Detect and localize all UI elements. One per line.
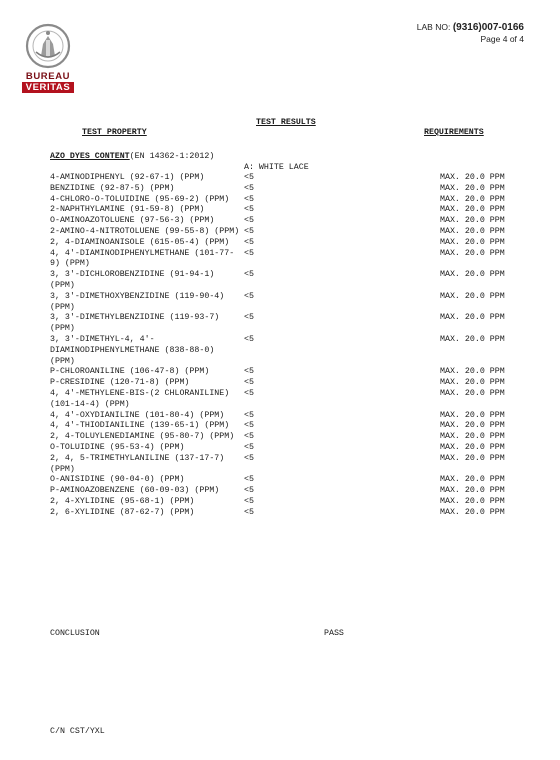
row-result: <5 <box>244 248 254 258</box>
table-row <box>50 378 530 389</box>
logo-word-veritas: VERITAS <box>22 82 74 93</box>
row-requirement: MAX. 20.0 PPM <box>440 475 505 485</box>
table-row <box>50 421 530 432</box>
row-requirement: MAX. 20.0 PPM <box>440 291 505 301</box>
row-result: <5 <box>244 421 254 431</box>
row-requirement: MAX. 20.0 PPM <box>440 270 505 280</box>
row-property: 3, 3'-DIMETHOXYBENZIDINE (119-90-4) (PPM) <box>50 291 225 312</box>
seal-emblem-icon <box>22 22 74 70</box>
table-row <box>50 443 530 454</box>
table-row <box>50 475 530 486</box>
row-result: <5 <box>244 226 254 236</box>
lab-number <box>417 22 524 33</box>
section-heading <box>50 152 214 163</box>
row-result: <5 <box>244 291 254 301</box>
table-row <box>50 238 530 249</box>
table-row <box>50 292 530 314</box>
table-row <box>50 270 530 292</box>
row-property: O-TOLUIDINE (95-53-4) (PPM) <box>50 442 185 452</box>
section-title: AZO DYES CONTENT <box>50 152 130 161</box>
row-requirement: MAX. 20.0 PPM <box>440 205 505 215</box>
conclusion-row <box>50 629 344 640</box>
row-property: 2, 4-TOLUYLENEDIAMINE (95-80-7) (PPM) <box>50 432 235 442</box>
table-row <box>50 205 530 216</box>
table-row <box>50 216 530 227</box>
row-result: <5 <box>244 183 254 193</box>
row-requirement: MAX. 20.0 PPM <box>440 226 505 236</box>
row-property: P-AMINOAZOBENZENE (60-09-03) (PPM) <box>50 486 220 496</box>
row-result: <5 <box>244 237 254 247</box>
row-requirement: MAX. 20.0 PPM <box>440 378 505 388</box>
row-requirement: MAX. 20.0 PPM <box>440 507 505 517</box>
row-result: <5 <box>244 453 254 463</box>
row-result: <5 <box>244 388 254 398</box>
row-result: <5 <box>244 410 254 420</box>
table-row <box>50 227 530 238</box>
row-property: O-AMINOAZOTOLUENE (97-56-3) (PPM) <box>50 216 215 226</box>
table-row <box>50 486 530 497</box>
row-property: 4-CHLORO-O-TOLUIDINE (95-69-2) (PPM) <box>50 194 230 204</box>
row-requirement: MAX. 20.0 PPM <box>440 410 505 420</box>
table-row <box>50 184 530 195</box>
row-requirement: MAX. 20.0 PPM <box>440 421 505 431</box>
conclusion-label: CONCLUSION <box>50 629 100 638</box>
row-result: <5 <box>244 216 254 226</box>
table-row <box>50 249 530 271</box>
row-requirement: MAX. 20.0 PPM <box>440 388 505 398</box>
page-number: Page 4 of 4 <box>480 34 524 44</box>
row-property: P-CHLOROANILINE (106-47-8) (PPM) <box>50 367 210 377</box>
row-result: <5 <box>244 486 254 496</box>
row-requirement: MAX. 20.0 PPM <box>440 453 505 463</box>
row-result: <5 <box>244 205 254 215</box>
row-result: <5 <box>244 496 254 506</box>
table-row <box>50 313 530 335</box>
row-property: 3, 3'-DIMETHYL-4, 4'-DIAMINODIPHENYLMETHANE (838-88-0) (PPM) <box>50 334 215 366</box>
section-method: (EN 14362-1:2012) <box>129 152 215 161</box>
row-property: 2, 4, 5-TRIMETHYLANILINE (137-17-7) (PPM) <box>50 453 225 474</box>
lab-number-label: LAB NO: <box>416 22 451 32</box>
row-property: 2-NAPHTHYLAMINE (91-59-8) (PPM) <box>50 205 205 215</box>
row-property: 2-AMINO-4-NITROTOLUENE (99-55-8) (PPM) <box>50 226 240 236</box>
column-header-property: TEST PROPERTY <box>82 128 147 137</box>
row-result: <5 <box>244 432 254 442</box>
footer-note: C/N CST/YXL <box>50 727 105 736</box>
row-requirement: MAX. 20.0 PPM <box>440 432 505 442</box>
results-table <box>50 173 530 519</box>
row-requirement: MAX. 20.0 PPM <box>440 442 505 452</box>
table-row <box>50 432 530 443</box>
row-property: 4, 4'-THIODIANILINE (139-65-1) (PPM) <box>50 421 230 431</box>
row-requirement: MAX. 20.0 PPM <box>440 486 505 496</box>
lab-number-value: (9316)007-0166 <box>452 22 524 33</box>
conclusion-value: PASS <box>324 629 344 638</box>
row-requirement: MAX. 20.0 PPM <box>440 183 505 193</box>
row-requirement: MAX. 20.0 PPM <box>440 248 505 258</box>
row-requirement: MAX. 20.0 PPM <box>440 496 505 506</box>
logo-word-bureau: BUREAU <box>25 71 71 82</box>
row-requirement: MAX. 20.0 PPM <box>440 237 505 247</box>
row-result: <5 <box>244 194 254 204</box>
row-result: <5 <box>244 173 254 182</box>
row-property: 4, 4'-METHYLENE-BIS-(2 CHLORANILINE) (101-14-4) (PPM) <box>50 388 230 409</box>
row-requirement: MAX. 20.0 PPM <box>440 334 505 344</box>
row-requirement: MAX. 20.0 PPM <box>440 194 505 204</box>
row-requirement: MAX. 20.0 PPM <box>440 216 505 226</box>
bureau-veritas-logo <box>22 22 74 93</box>
row-result: <5 <box>244 270 254 280</box>
table-row <box>50 411 530 422</box>
row-requirement: MAX. 20.0 PPM <box>440 173 505 182</box>
row-property: BENZIDINE (92-87-5) (PPM) <box>50 183 175 193</box>
sample-label: A: WHITE LACE <box>244 163 309 172</box>
table-row <box>50 389 530 411</box>
row-property: 4, 4'-OXYDIANILINE (101-80-4) (PPM) <box>50 410 225 420</box>
row-property: 2, 4-DIAMINOANISOLE (615-05-4) (PPM) <box>50 237 230 247</box>
row-property: 2, 4-XYLIDINE (95-68-1) (PPM) <box>50 496 195 506</box>
report-title: TEST RESULTS <box>256 118 316 127</box>
column-header-requirements: REQUIREMENTS <box>424 128 484 137</box>
row-result: <5 <box>244 367 254 377</box>
row-property: 2, 6-XYLIDINE (87-62-7) (PPM) <box>50 507 195 517</box>
table-row <box>50 367 530 378</box>
row-property: P-CRESIDINE (120-71-8) (PPM) <box>50 378 190 388</box>
row-result: <5 <box>244 334 254 344</box>
row-result: <5 <box>244 475 254 485</box>
table-row <box>50 497 530 508</box>
row-property: 4-AMINODIPHENYL (92-67-1) (PPM) <box>50 173 205 182</box>
row-requirement: MAX. 20.0 PPM <box>440 313 505 323</box>
table-row <box>50 173 530 184</box>
row-property: 3, 3'-DIMETHYLBENZIDINE (119-93-7) (PPM) <box>50 313 220 334</box>
row-result: <5 <box>244 378 254 388</box>
row-property: 4, 4'-DIAMINODIPHENYLMETHANE (101-77-9) (PPM) <box>50 248 235 269</box>
row-result: <5 <box>244 507 254 517</box>
row-requirement: MAX. 20.0 PPM <box>440 367 505 377</box>
table-row <box>50 454 530 476</box>
table-row <box>50 508 530 519</box>
table-row <box>50 335 530 367</box>
row-property: 3, 3'-DICHLOROBENZIDINE (91-94-1) (PPM) <box>50 270 215 290</box>
row-result: <5 <box>244 442 254 452</box>
row-property: O-ANISIDINE (90-04-0) (PPM) <box>50 475 185 485</box>
table-row <box>50 195 530 206</box>
row-result: <5 <box>244 313 254 323</box>
